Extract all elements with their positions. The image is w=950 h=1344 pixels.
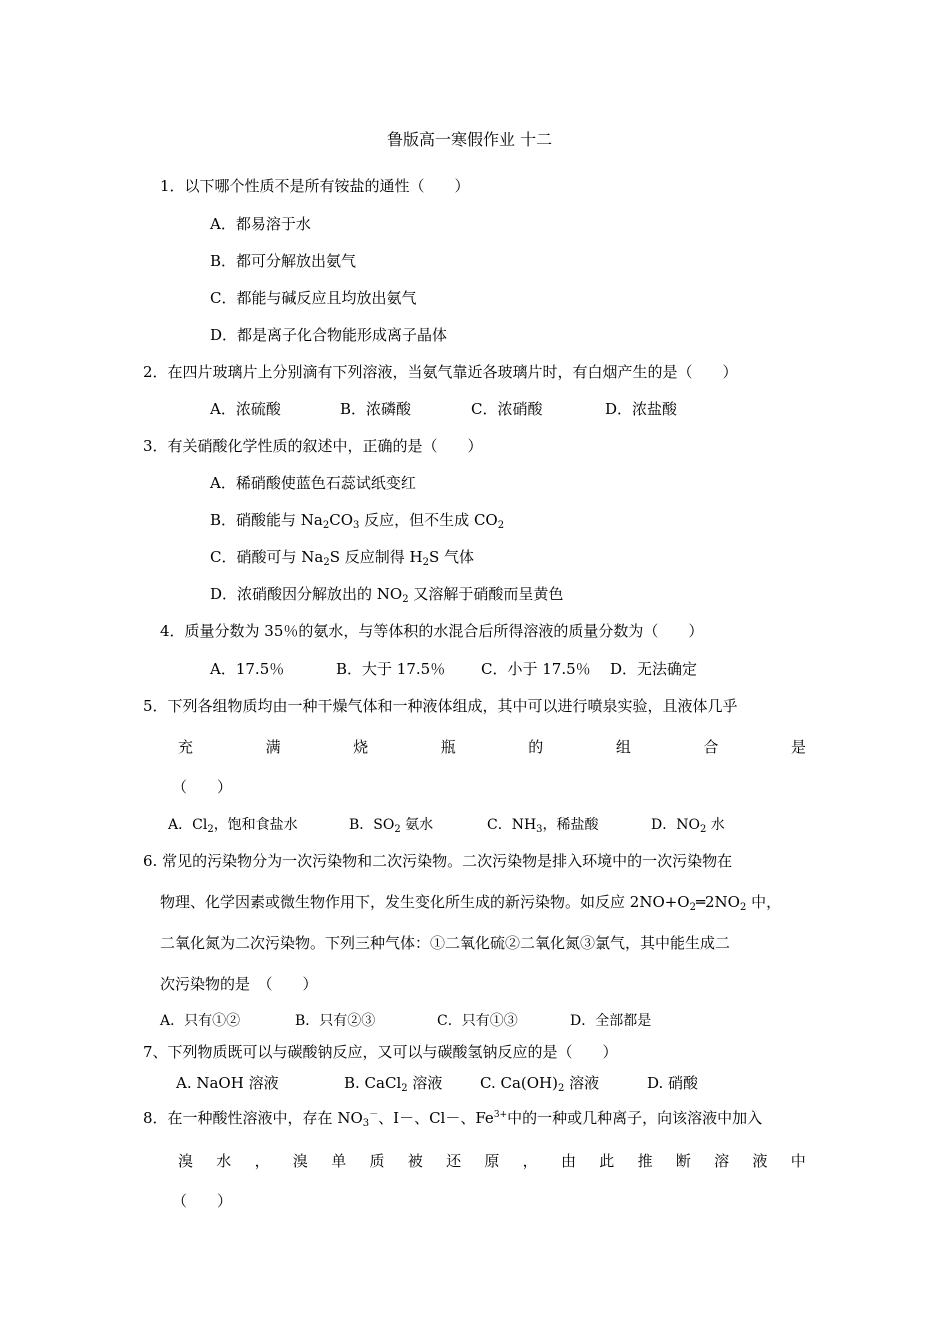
question-stem: 3．有关硝酸化学性质的叙述中，正确的是（ ） (143, 437, 483, 455)
question-stem: 二氧化氮为二次污染物。下列三种气体：①二氧化硫②二氧化氮③氯气，其中能生成二 (160, 934, 731, 952)
option-c: C．都能与碱反应且均放出氨气 (210, 289, 417, 307)
justified-line: 充 满 烧 瓶 的 组 合 是 (178, 738, 806, 756)
answer-paren: （ ） (172, 778, 233, 796)
option-c: C．小于 17.5％ (481, 660, 591, 678)
option-a: A．都易溶于水 (210, 215, 311, 233)
option-c: C．浓硝酸 (471, 400, 543, 418)
question-stem: 5．下列各组物质均由一种干燥气体和一种液体组成，其中可以进行喷泉实验，且液体几乎 (143, 697, 738, 715)
justified-line: 溴 水 ， 溴 单 质 被 还 原 ， 由 此 推 断 溶 液 中 (178, 1152, 806, 1170)
option-d: D．浓盐酸 (605, 400, 678, 418)
option-a: A．浓硫酸 (210, 400, 281, 418)
option-a: A．17.5％ (210, 660, 285, 678)
question-stem: 8．在一种酸性溶液中，存在 $NO_3^-$、I－、Cl－、$Fe^{3+}$中的一种或几种离子，向该溶液中加入 (143, 1109, 763, 1129)
answer-paren: （ ） (172, 1192, 233, 1210)
option-a: A．$Cl_2$，饱和食盐水 (168, 817, 298, 835)
option-a: A．只有①② (160, 1013, 241, 1029)
option-b: B．大于 17.5％ (336, 660, 446, 678)
option-b: B．$SO_2$ 氨水 (349, 817, 434, 835)
option-d: D. 硝酸 (647, 1074, 699, 1092)
option-d: D．无法确定 (610, 660, 698, 678)
option-c: C. $Ca(OH)_2$ 溶液 (480, 1074, 600, 1094)
option-d: D．都是离子化合物能形成离子晶体 (210, 326, 448, 344)
option-c: C．硝酸可与 $Na_2S$ 反应制得 $H_2S$ 气体 (210, 548, 475, 568)
question-stem: 7、下列物质既可以与碳酸钠反应，又可以与碳酸氢钠反应的是（ ） (143, 1043, 618, 1061)
option-b: B. CaCl$_2$ 溶液 (344, 1074, 443, 1094)
option-b: B．浓磷酸 (340, 400, 412, 418)
option-c: C．$NH_3$，稀盐酸 (487, 817, 599, 835)
option-a: A．稀硝酸使蓝色石蕊试纸变红 (210, 474, 416, 492)
question-stem: 物理、化学因素或微生物作用下，发生变化所生成的新污染物。如反应 $2NO+O_2═2NO_2$ 中， (160, 893, 782, 913)
option-b: B．硝酸能与 $Na_2CO_3$ 反应，但不生成 $CO_2$ (210, 511, 505, 531)
option-c: C．只有①③ (437, 1013, 518, 1029)
question-stem: 6. 常见的污染物分为一次污染物和二次污染物。二次污染物是排入环境中的一次污染物在 (143, 852, 733, 870)
option-d: D．$NO_2$ 水 (651, 817, 725, 835)
page-title: 鲁版高一寒假作业 十二 (387, 130, 553, 149)
question-stem: 次污染物的是 （ ） (160, 975, 318, 993)
question-stem: 4．质量分数为 35％的氨水，与等体积的水混合后所得溶液的质量分数为（ ） (160, 622, 704, 640)
option-b: B．只有②③ (295, 1013, 376, 1029)
option-d: D．浓硝酸因分解放出的 $NO_2$ 又溶解于硝酸而呈黄色 (210, 585, 564, 605)
question-stem: 2．在四片玻璃片上分别滴有下列溶液，当氨气靠近各玻璃片时，有白烟产生的是（ ） (143, 363, 738, 381)
option-b: B．都可分解放出氨气 (210, 252, 357, 270)
question-stem: 1．以下哪个性质不是所有铵盐的通性（ ） (160, 177, 470, 195)
option-a: A. NaOH 溶液 (176, 1074, 279, 1092)
option-d: D．全部都是 (570, 1013, 652, 1029)
